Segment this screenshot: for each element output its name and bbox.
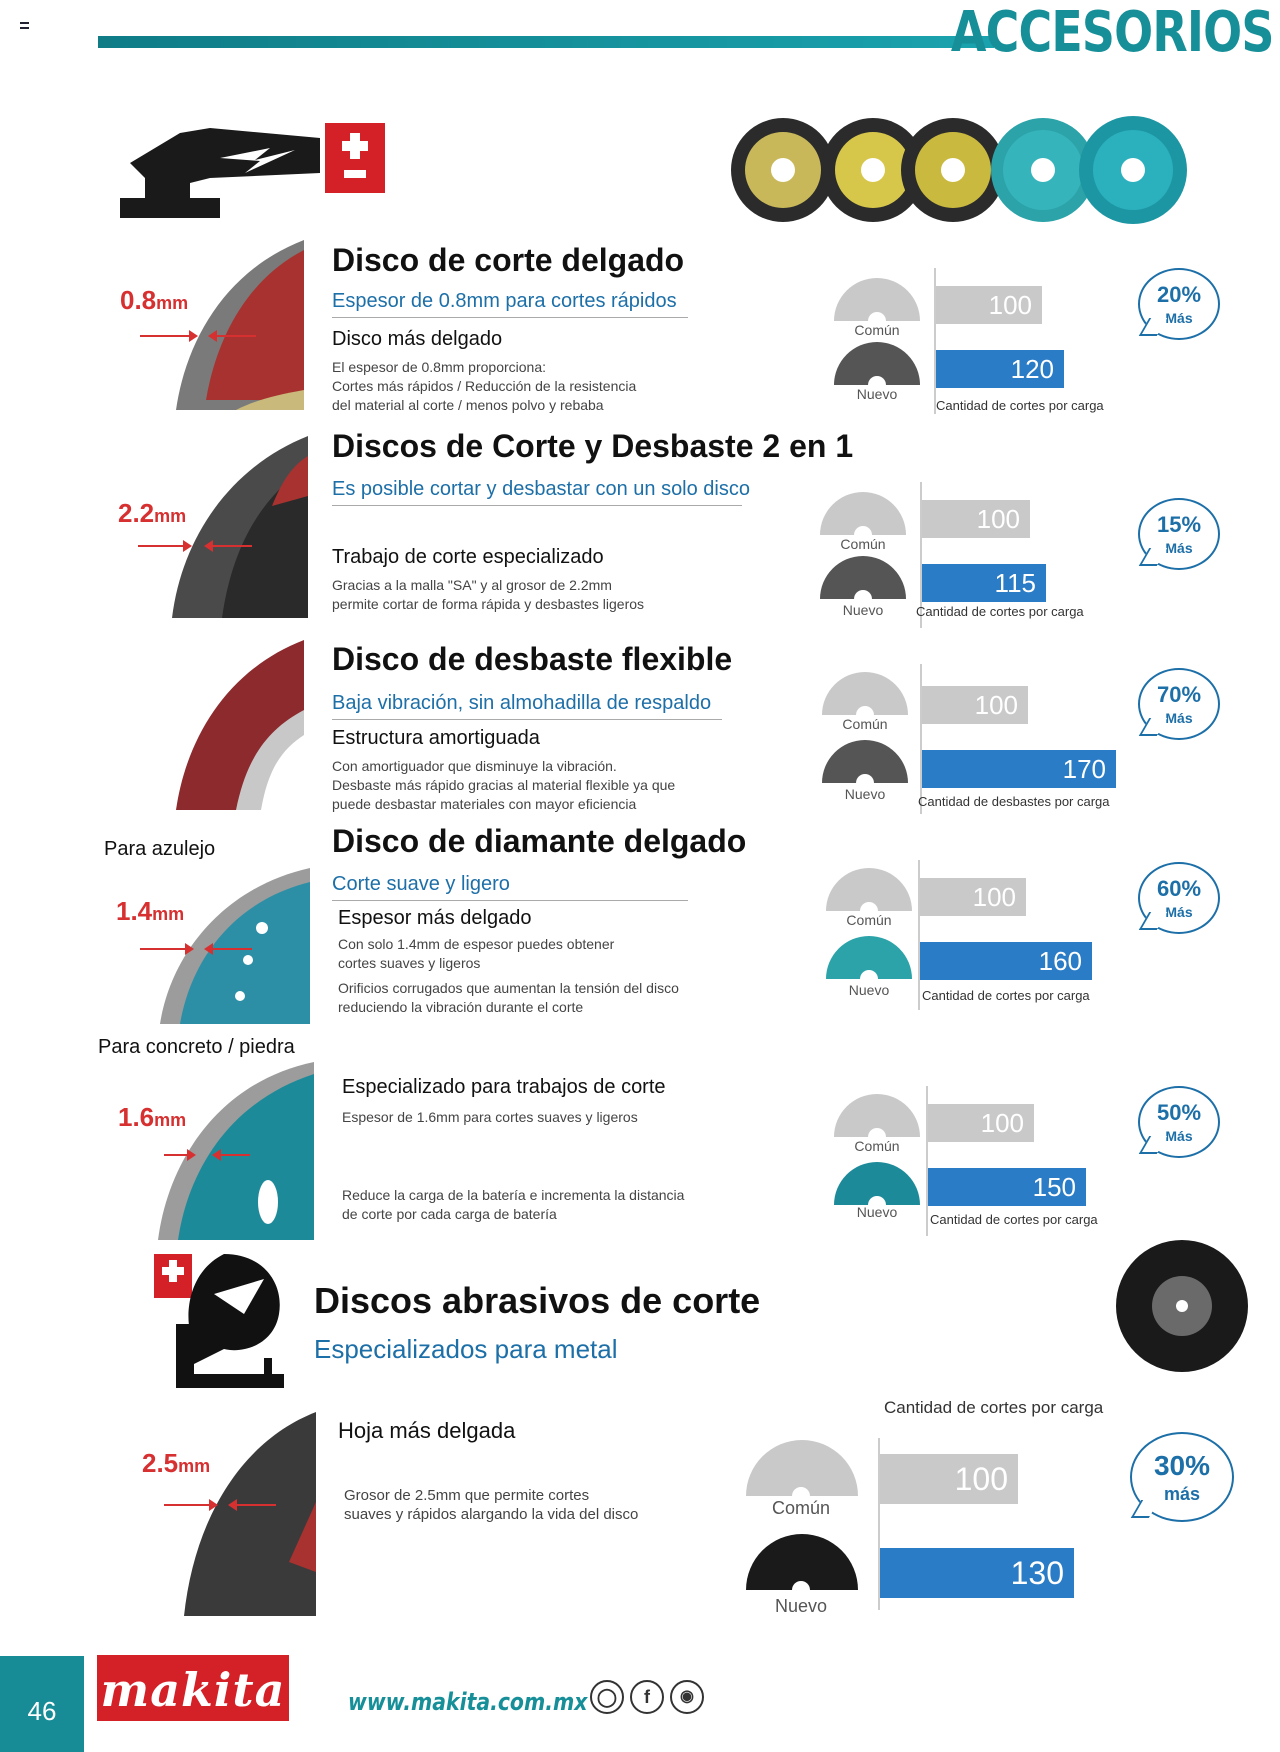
percent-bubble: 15% Más: [1138, 498, 1220, 570]
globe-icon[interactable]: ◯: [590, 1680, 624, 1714]
disc-collection-image: [728, 112, 1198, 228]
section-title: Disco de diamante delgado: [332, 823, 747, 859]
feature-heading: Disco más delgado: [332, 328, 503, 350]
thickness-arrow: [138, 545, 190, 547]
abrasive-disc-image: [1114, 1238, 1250, 1374]
new-disc-icon: [826, 936, 912, 979]
new-disc-icon: [834, 342, 920, 385]
header-rule: [98, 36, 994, 48]
new-disc-icon: [834, 1162, 920, 1205]
common-bar: 100: [936, 286, 1042, 324]
thickness-arrow: [206, 545, 252, 547]
percent-bubble: 20% Más: [1138, 268, 1220, 340]
feature-heading: Especializado para trabajos de corte: [342, 1076, 666, 1098]
thickness-arrow: [210, 335, 256, 337]
common-disc-icon: [834, 278, 920, 321]
feature-heading: Espesor más delgado: [338, 907, 532, 929]
thickness-label: 0.8mm: [120, 285, 189, 315]
feature-description-2: Reduce la carga de la batería e incrementa la distancia de corte por cada carga de batería: [342, 1187, 685, 1222]
thickness-arrow: [140, 335, 196, 337]
common-bar: 100: [920, 878, 1026, 916]
category-label: Para azulejo: [104, 838, 216, 860]
feature-description: El espesor de 0.8mm proporciona: Cortes más rápidos / Reducción de la resistencia del material al corte / menos polvo y rebaba: [332, 359, 637, 413]
feature-heading: Trabajo de corte especializado: [332, 546, 604, 568]
thickness-label: 1.6mm: [118, 1102, 187, 1132]
section-subtitle: Especializados para metal: [314, 1334, 618, 1364]
new-disc-icon: [822, 740, 908, 783]
chart-caption: Cantidad de cortes por carga: [884, 1398, 1104, 1417]
section-title: Disco de corte delgado: [332, 242, 685, 278]
new-label: Nuevo: [774, 1596, 828, 1616]
common-label: Común: [846, 912, 892, 928]
common-label: Común: [854, 322, 900, 338]
percent-bubble: 70% Más: [1138, 668, 1220, 740]
section-title: Discos de Corte y Desbaste 2 en 1: [332, 428, 854, 464]
page-number: 46: [0, 1656, 84, 1752]
menu-icon: [20, 22, 29, 29]
common-disc-icon: [746, 1440, 858, 1496]
chart-caption: Cantidad de cortes por carga: [916, 604, 1084, 619]
diamond-tile-disc-image: [160, 868, 310, 1024]
common-label: Común: [842, 716, 888, 732]
common-disc-icon: [822, 672, 908, 715]
percent-bubble: 60% Más: [1138, 862, 1220, 934]
feature-description: Con amortiguador que disminuye la vibración. Desbaste más rápido gracias al material flexible ya que puede desbastar materiales con mayor eficiencia: [332, 758, 676, 812]
thickness-label: 2.2mm: [118, 498, 187, 528]
thickness-arrow: [214, 1154, 250, 1156]
angle-grinder-icon: [120, 118, 390, 218]
chart-caption: Cantidad de cortes por carga: [922, 988, 1090, 1003]
category-label: Para concreto / piedra: [98, 1036, 295, 1058]
new-label: Nuevo: [848, 982, 890, 998]
common-disc-icon: [820, 492, 906, 535]
common-disc-icon: [834, 1094, 920, 1137]
thickness-arrow: [230, 1504, 276, 1506]
chart-caption: Cantidad de desbastes por carga: [918, 794, 1110, 809]
thin-cut-disc-image: [176, 240, 304, 410]
section-subtitle: Espesor de 0.8mm para cortes rápidos: [332, 290, 688, 318]
percent-bubble: 30% más: [1130, 1432, 1234, 1522]
chop-saw-icon: [154, 1254, 288, 1396]
common-label: Común: [840, 536, 886, 552]
new-label: Nuevo: [856, 1204, 898, 1220]
thickness-label: 1.4mm: [116, 896, 185, 926]
percent-bubble: 50% Más: [1138, 1086, 1220, 1158]
new-label: Nuevo: [844, 786, 886, 802]
thickness-label: 2.5mm: [142, 1448, 211, 1478]
feature-heading: Estructura amortiguada: [332, 727, 540, 749]
feature-description: Gracias a la malla "SA" y al grosor de 2.2mm permite cortar de forma rápida y desbastes ligeros: [332, 577, 645, 612]
new-bar: 170: [922, 750, 1116, 788]
new-bar: 115: [922, 564, 1046, 602]
chart-caption: Cantidad de cortes por carga: [936, 398, 1104, 413]
common-label: Común: [854, 1138, 900, 1154]
common-bar: 100: [922, 686, 1028, 724]
website-link[interactable]: www.makita.com.mx: [348, 1688, 588, 1716]
new-label: Nuevo: [856, 386, 898, 402]
thickness-arrow: [206, 948, 252, 950]
new-disc-icon: [820, 556, 906, 599]
thickness-arrow: [140, 948, 192, 950]
new-bar: 120: [936, 350, 1064, 388]
common-bar: 100: [928, 1104, 1034, 1142]
section-subtitle: Baja vibración, sin almohadilla de respaldo: [332, 692, 722, 720]
section-title: Disco de desbaste flexible: [332, 641, 733, 677]
section-subtitle: Es posible cortar y desbastar con un solo disco: [332, 478, 742, 506]
section-subtitle: Corte suave y ligero: [332, 873, 688, 901]
thickness-arrow: [164, 1504, 216, 1506]
page-title: ACCESORIOS: [951, 0, 1274, 65]
thickness-arrow: [164, 1154, 194, 1156]
new-bar: 160: [920, 942, 1092, 980]
feature-heading: Hoja más delgada: [338, 1418, 516, 1443]
new-bar: 150: [928, 1168, 1086, 1206]
feature-description: Espesor de 1.6mm para cortes suaves y ligeros: [342, 1109, 638, 1125]
new-disc-icon: [746, 1534, 858, 1590]
common-label: Común: [771, 1498, 831, 1518]
flexible-grinding-disc-image: [176, 640, 304, 810]
abrasive-cut-disc-image: [184, 1412, 316, 1616]
feature-description-2: Orificios corrugados que aumentan la tensión del disco reduciendo la vibración durante el corte: [338, 980, 679, 1015]
diamond-concrete-disc-image: [158, 1062, 314, 1240]
makita-logo: makita: [97, 1655, 289, 1721]
common-disc-icon: [826, 868, 912, 911]
instagram-icon[interactable]: ◉: [670, 1680, 704, 1714]
feature-description: Con solo 1.4mm de espesor puedes obtener cortes suaves y ligeros: [338, 936, 615, 971]
new-label: Nuevo: [842, 602, 884, 618]
facebook-icon[interactable]: f: [630, 1680, 664, 1714]
new-bar: 130: [880, 1548, 1074, 1598]
section-title: Discos abrasivos de corte: [314, 1280, 761, 1321]
feature-description: Grosor de 2.5mm que permite cortes suaves y rápidos alargando la vida del disco: [344, 1487, 639, 1523]
chart-caption: Cantidad de cortes por carga: [930, 1212, 1098, 1227]
common-bar: 100: [922, 500, 1030, 538]
cut-grind-disc-image: [172, 436, 308, 618]
common-bar: 100: [880, 1454, 1018, 1504]
